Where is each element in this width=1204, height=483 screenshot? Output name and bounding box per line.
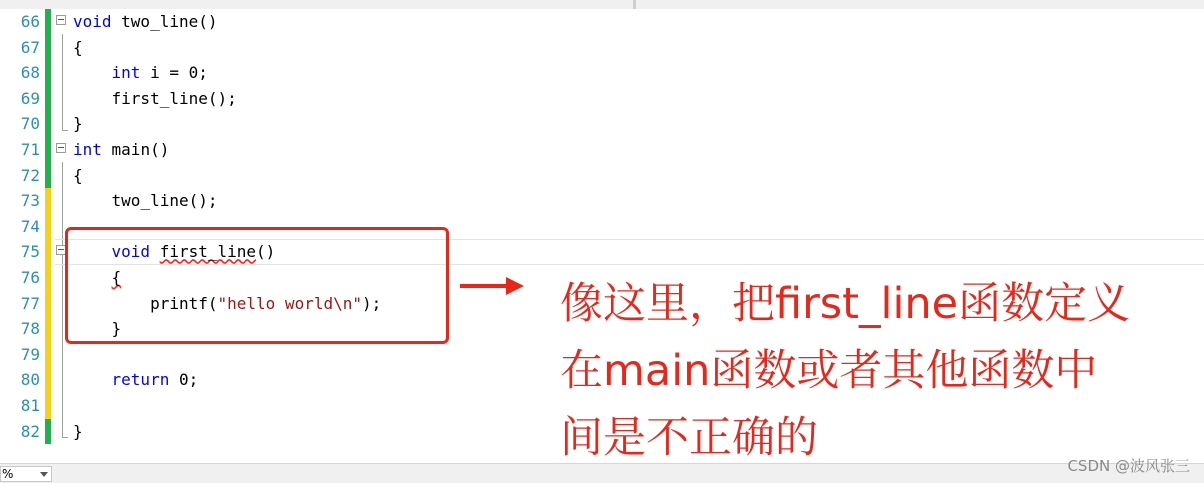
change-marker-saved: [45, 137, 51, 163]
change-marker-unsaved: [45, 342, 51, 368]
change-marker-unsaved: [45, 239, 51, 265]
collapse-toggle-icon[interactable]: [56, 15, 66, 25]
code-text: {: [73, 37, 83, 57]
code-line[interactable]: [0, 35, 1204, 61]
code-line[interactable]: [0, 60, 1204, 86]
line-number: 78: [20, 319, 40, 339]
status-bar: [0, 463, 1204, 483]
code-text: int main(): [73, 140, 170, 159]
change-marker-unsaved: [45, 367, 51, 393]
code-line[interactable]: [0, 188, 1204, 214]
code-line[interactable]: [0, 137, 1204, 163]
code-text: {: [73, 165, 83, 185]
code-line[interactable]: [0, 86, 1204, 112]
zoom-dropdown[interactable]: [0, 466, 52, 482]
code-text: void two_line(): [73, 12, 218, 31]
chevron-down-icon: [40, 472, 48, 477]
change-marker-saved: [45, 163, 51, 189]
highlight-box: [65, 227, 449, 344]
annotation-line: 像这里，把first_line函数定义: [560, 279, 1131, 329]
line-number: 75: [20, 242, 40, 262]
code-text: void first_line(): [111, 242, 276, 262]
change-marker-unsaved: [45, 214, 51, 240]
change-marker-saved: [45, 60, 51, 86]
collapse-toggle-icon[interactable]: [56, 143, 66, 153]
line-number: 77: [20, 293, 40, 313]
annotation-line: 在main函数或者其他函数中: [560, 346, 1098, 396]
change-marker-saved: [45, 86, 51, 112]
line-number: 79: [20, 344, 40, 364]
change-marker-saved: [45, 35, 51, 61]
arrow-head-icon: [506, 277, 524, 295]
line-number: 71: [20, 140, 40, 159]
line-number: 80: [20, 370, 40, 390]
change-marker-unsaved: [45, 316, 51, 342]
line-number: 66: [20, 12, 40, 31]
code-text: printf("hello world\n");: [73, 293, 382, 313]
code-line[interactable]: [0, 9, 1204, 35]
change-marker-saved: [45, 419, 51, 445]
change-marker-saved: [45, 111, 51, 137]
tab-divider: [633, 0, 636, 9]
change-marker-unsaved: [45, 188, 51, 214]
change-marker-unsaved: [45, 393, 51, 419]
code-text: {: [111, 268, 122, 287]
arrow-icon: [460, 284, 510, 288]
code-text: }: [73, 114, 83, 134]
line-number: 74: [20, 216, 40, 236]
change-marker-unsaved: [45, 291, 51, 317]
code-text: int i = 0;: [111, 63, 208, 83]
code-text: return 0;: [111, 370, 199, 390]
line-number: 72: [20, 165, 40, 185]
line-number: 81: [20, 396, 40, 415]
code-text: }: [73, 421, 83, 441]
change-marker-saved: [45, 9, 51, 35]
line-number: 76: [20, 268, 40, 287]
code-line[interactable]: [0, 163, 1204, 189]
line-number: 67: [20, 37, 40, 57]
zoom-value: %: [2, 467, 14, 481]
line-number: 82: [20, 421, 40, 441]
annotation-text: [560, 271, 1200, 472]
line-number: 68: [20, 63, 40, 83]
line-number: 73: [20, 191, 40, 211]
line-number: 70: [20, 114, 40, 134]
code-text: first_line();: [73, 88, 237, 108]
change-marker-unsaved: [45, 265, 51, 291]
code-text: two_line();: [73, 191, 218, 211]
line-number: 69: [20, 88, 40, 108]
code-line[interactable]: [0, 111, 1204, 137]
annotation-line: 间是不正确的: [560, 413, 818, 463]
watermark: CSDN @波风张三: [1067, 457, 1190, 475]
code-text: }: [73, 319, 122, 339]
